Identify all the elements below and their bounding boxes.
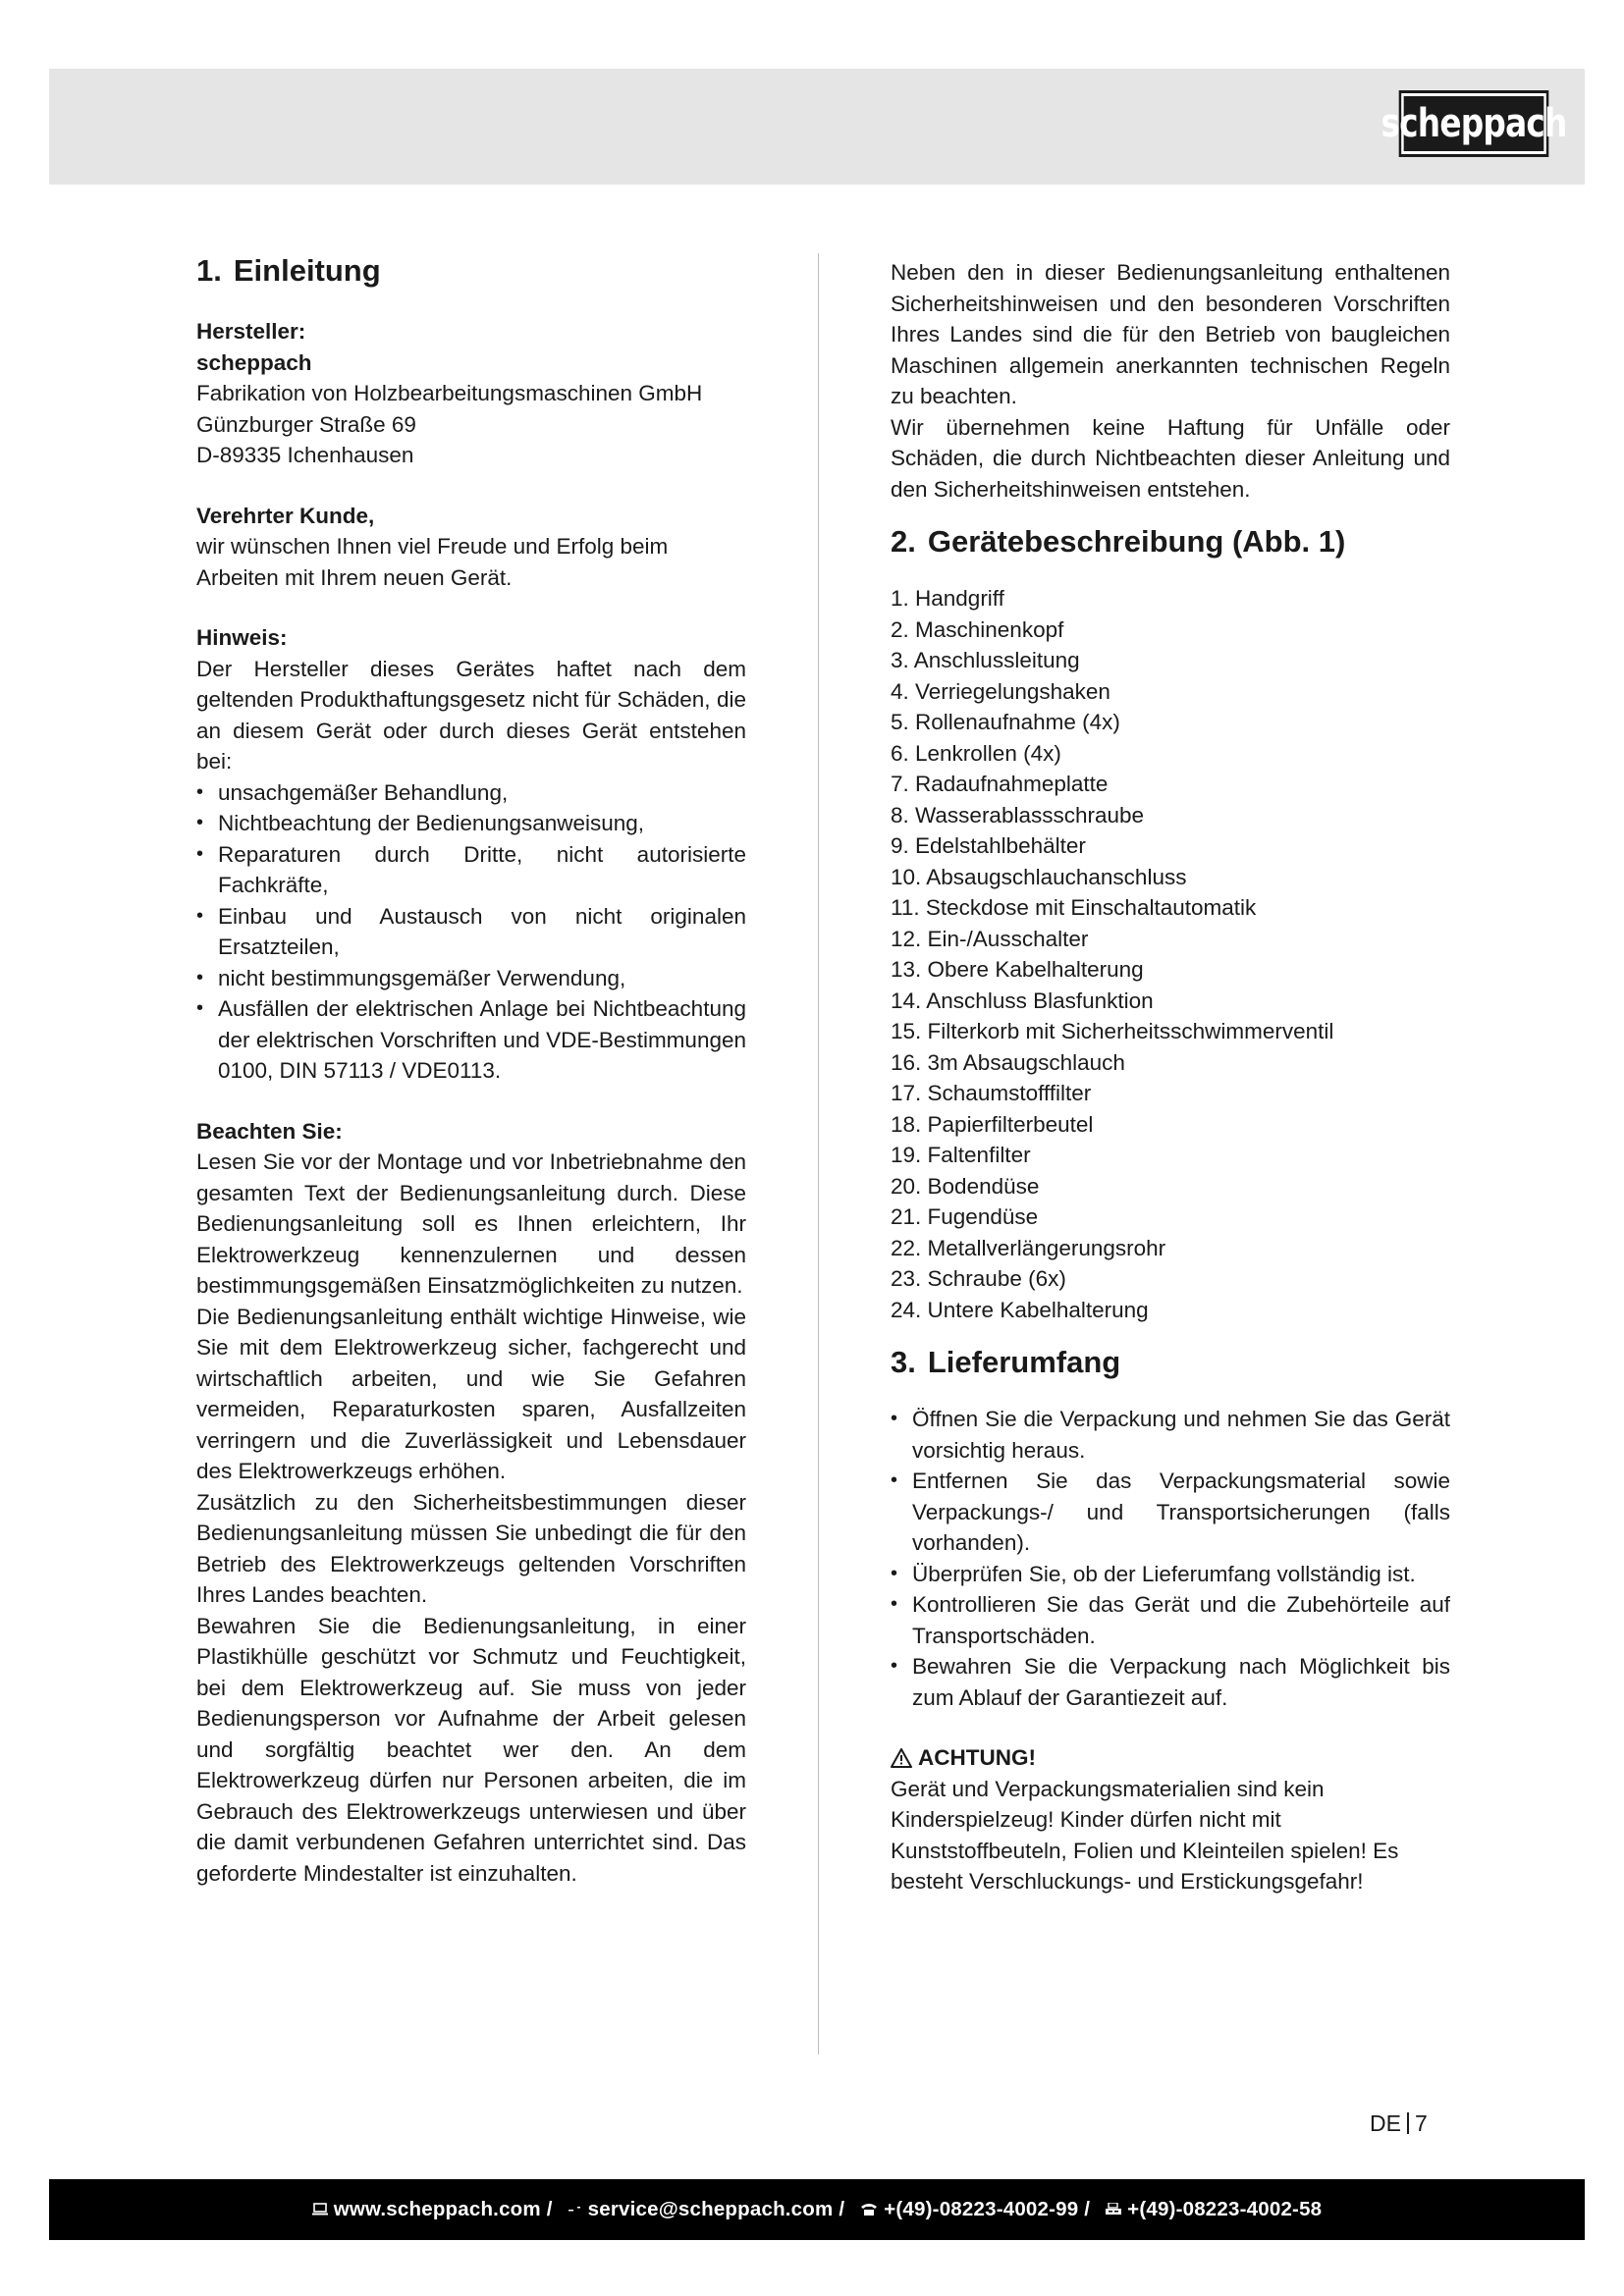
scheppach-logo: scheppach — [1399, 90, 1549, 157]
footer-contact-bar — [49, 2179, 1585, 2240]
observe-paragraph: Lesen Sie vor der Montage und vor Inbetriebnahme den gesamten Text der Bedienungsanleitung durch. Diese Bedienungsanleitung soll es Ihnen erleichtern, Ihr Elektrowerkzeug kennenzulernen und dessen bestimmungsgemäßen Einsatzmöglichkeiten zu nutzen. — [196, 1149, 746, 1298]
continuation-paragraph: Wir übernehmen keine Haftung für Unfälle oder Schäden, die durch Nichtbeachten dieser Anleitung und den Sicherheitshinweisen entstehen. — [891, 414, 1450, 502]
list-item: 17. Schaumstofffilter — [891, 1081, 1092, 1105]
customer-label: Verehrter Kunde, — [196, 503, 375, 528]
list-item: 20. Bodendüse — [891, 1173, 1040, 1199]
observe-label: Beachten Sie: — [196, 1118, 343, 1144]
list-item: 11. Steckdose mit Einschaltautomatik — [891, 895, 1257, 920]
list-item: 21. Fugendüse — [891, 1204, 1039, 1229]
list-item: 12. Ein-/Ausschalter — [891, 926, 1089, 951]
list-item: 18. Papierfilterbeutel — [891, 1111, 1094, 1137]
list-item: • Entfernen Sie das Verpackungsmaterial sowie Verpackungs-/ und Transportsicherungen (falls vorhanden). — [891, 1466, 1450, 1559]
left-column — [196, 251, 746, 1889]
list-item: • Nichtbeachtung der Bedienungsanweisung, — [196, 808, 746, 839]
list-item: • nicht bestimmungsgemäßer Verwendung, — [196, 963, 746, 994]
list-item: 7. Radaufnahmeplatte — [891, 772, 1109, 796]
list-item: 1. Handgriff — [891, 586, 1004, 611]
manufacturer-line: D-89335 Ichenhausen — [196, 443, 414, 467]
list-item: 13. Obere Kabelhalterung — [891, 957, 1144, 982]
customer-text: wir wünschen Ihnen viel Freude und Erfolg beim Arbeiten mit Ihrem neuen Gerät. — [196, 534, 669, 590]
liability-list — [196, 777, 746, 1087]
section-heading-intro: 1. Einleitung — [196, 253, 381, 288]
list-item: 4. Verriegelungshaken — [891, 678, 1110, 704]
manufacturer-label: Hersteller: — [196, 319, 306, 344]
manufacturer-brand: scheppach — [196, 349, 312, 375]
right-column — [891, 257, 1450, 1897]
warning-triangle-icon — [891, 1748, 912, 1768]
list-item: 3. Anschlussleitung — [891, 648, 1080, 672]
list-item: 15. Filterkorb mit Sicherheitsschwimmerventil — [891, 1019, 1334, 1043]
list-item: • Einbau und Austausch von nicht originalen Ersatzteilen, — [196, 901, 746, 963]
observe-paragraph: Bewahren Sie die Bedienungsanleitung, in einer Plastikhülle geschützt vor Schmutz und Feuchtigkeit, bei dem Elektrowerkzeug auf. Sie muss von jeder Bedienungsperson vor Aufnahme der Arbeit gelesen und sorgfältig beachtet wer den. An dem Elektrowerkzeug dürfen nur Personen arbeiten, die im Gebrauch des Elektrowerkzeugs unterwiesen und über die damit verbundenen Gefahren unterrichtet sind. Das geforderte Mindestalter ist einzuhalten. — [196, 1613, 746, 1886]
list-item: 5. Rollenaufnahme (4x) — [891, 710, 1120, 734]
list-item: 22. Metallverlängerungsrohr — [891, 1235, 1166, 1260]
delivery-list — [891, 1404, 1450, 1713]
list-item: 19. Faltenfilter — [891, 1143, 1031, 1167]
page-number: DE 7 — [1370, 2110, 1428, 2136]
list-item: 6. Lenkrollen (4x) — [891, 740, 1061, 766]
manufacturer-line: Günzburger Straße 69 — [196, 411, 416, 437]
list-item: • Überprüfen Sie, ob der Lieferumfang vollständig ist. — [891, 1559, 1450, 1590]
manufacturer-line: Fabrikation von Holzbearbeitungsmaschinen GmbH — [196, 381, 703, 405]
observe-paragraph: Die Bedienungsanleitung enthält wichtige Hinweise, wie Sie mit dem Elektrowerkzeug sicher, fachgerecht und wirtschaftlich arbeiten, und wie Sie Gefahren vermeiden, Reparaturkosten sparen, Ausfallzeiten verringern und die Zuverlässigkeit und Lebensdauer des Elektrowerkzeugs erhöhen. — [196, 1304, 746, 1483]
column-divider — [818, 253, 819, 2055]
computer-icon — [312, 2203, 328, 2216]
section-heading-description: 2. Gerätebeschreibung (Abb. 1) — [891, 524, 1346, 559]
list-item: 9. Edelstahlbehälter — [891, 833, 1086, 858]
list-item: 24. Untere Kabelhalterung — [891, 1297, 1149, 1322]
footer-fax[interactable]: +(49)-08223-4002-58 — [1106, 2198, 1322, 2221]
warning-text: Gerät und Verpackungsmaterialien sind kein Kinderspielzeug! Kinder dürfen nicht mit Kunststoffbeuteln, Folien und Kleinteilen spielen! Es besteht Verschluckungs- und Erstickungsgefahr! — [891, 1776, 1399, 1894]
observe-paragraph: Zusätzlich zu den Sicherheitsbestimmungen dieser Bedienungsanleitung müssen Sie unbedingt die für den Betrieb des Elektrowerkzeugs geltenden Vorschriften Ihres Landes beachten. — [196, 1489, 746, 1607]
list-item: 23. Schraube (6x) — [891, 1266, 1066, 1291]
list-item: • Ausfällen der elektrischen Anlage bei Nichtbeachtung der elektrischen Vorschriften und VDE-Bestimmungen 0100, DIN 57113 / VDE0113. — [196, 993, 746, 1087]
list-item: 10. Absaugschlauchanschluss — [891, 864, 1187, 889]
list-item: • Bewahren Sie die Verpackung nach Möglichkeit bis zum Ablauf der Garantiezeit auf. — [891, 1651, 1450, 1713]
header-band — [49, 69, 1585, 185]
note-text: Der Hersteller dieses Gerätes haftet nach dem geltenden Produkthaftungsgesetz nicht für Schäden, die an diesem Gerät oder durch dieses Gerät entstehen bei: — [196, 656, 746, 774]
footer-web[interactable]: www.scheppach.com / — [312, 2198, 553, 2221]
list-item: • Kontrollieren Sie das Gerät und die Zubehörteile auf Transportschäden. — [891, 1589, 1450, 1651]
list-item: 2. Maschinenkopf — [891, 616, 1064, 642]
fax-icon — [1106, 2203, 1121, 2216]
note-label: Hinweis: — [196, 625, 288, 650]
footer-phone[interactable]: +(49)-08223-4002-99 / — [860, 2198, 1090, 2221]
footer-email[interactable]: service@scheppach.com / — [568, 2198, 845, 2221]
list-item: • Öffnen Sie die Verpackung und nehmen Sie das Gerät vorsichtig heraus. — [891, 1404, 1450, 1466]
section-heading-delivery: 3. Lieferumfang — [891, 1345, 1121, 1379]
list-item: 14. Anschluss Blasfunktion — [891, 988, 1154, 1013]
email-icon — [568, 2206, 582, 2214]
list-item: 8. Wasserablassschraube — [891, 802, 1145, 828]
warning-title: ACHTUNG! — [891, 1742, 1450, 1774]
list-item: • unsachgemäßer Behandlung, — [196, 777, 746, 809]
list-item: 16. 3m Absaugschlauch — [891, 1049, 1125, 1075]
list-item: • Reparaturen durch Dritte, nicht autorisierte Fachkräfte, — [196, 839, 746, 901]
continuation-paragraph: Neben den in dieser Bedienungsanleitung enthaltenen Sicherheitshinweisen und den besonderen Vorschriften Ihres Landes sind die für den Betrieb von baugleichen Maschinen allgemein anerkannten technischen Regeln zu beachten. — [891, 260, 1450, 408]
phone-icon — [860, 2203, 878, 2216]
parts-list — [891, 583, 1450, 1325]
